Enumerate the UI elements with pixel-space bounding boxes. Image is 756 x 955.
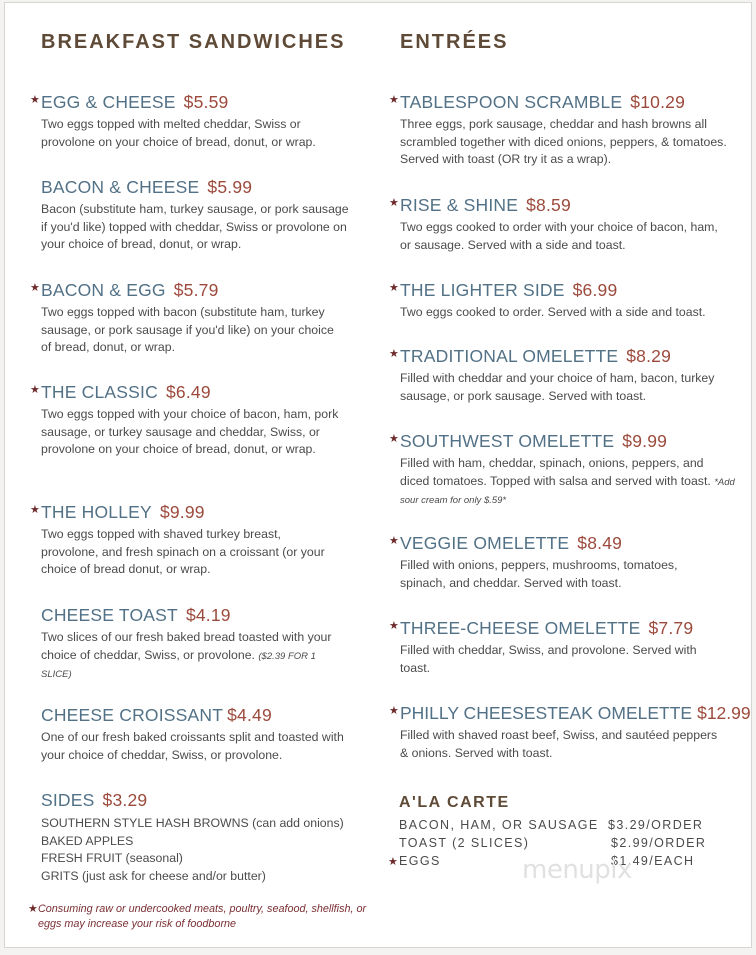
item-description: Two eggs topped with bacon (substitute ham, turkey sausage, or pork sausage if you'd like) on your choice of bread, donut, or wrap. — [41, 305, 334, 354]
star-icon: ★ — [389, 535, 399, 547]
alacarte-row — [399, 836, 707, 850]
menu-item — [389, 194, 722, 254]
star-icon: ★ — [388, 856, 400, 868]
star-icon: ★ — [30, 384, 40, 396]
item-description: Two eggs cooked to order. Served with a side and toast. — [400, 305, 706, 319]
side-item: GRITS (just ask for cheese and/or butter) — [41, 868, 266, 883]
star-icon: ★ — [28, 903, 38, 915]
item-title: THE CLASSIC — [41, 382, 158, 402]
star-icon: ★ — [30, 282, 40, 294]
item-note: ($2.39 FOR 1 SLICE) — [41, 650, 316, 680]
breakfast-sandwiches-heading: BREAKFAST SANDWICHES — [41, 31, 346, 53]
alacarte-row — [388, 854, 695, 868]
star-icon: ★ — [30, 94, 40, 106]
item-title: CHEESE TOAST — [41, 605, 178, 625]
item-description: Two eggs cooked to order with your choice of bacon, ham, or sausage. Served with a side and toast. — [400, 220, 718, 252]
item-price: $4.49 — [227, 705, 272, 725]
alacarte-label: EGGS — [399, 854, 441, 868]
item-note: *Add sour cream for only $.59* — [400, 476, 735, 506]
item-price: $6.49 — [165, 382, 211, 402]
menu-item — [389, 345, 718, 405]
menu-item — [389, 91, 730, 169]
food-safety-disclaimer — [28, 902, 368, 932]
star-icon: ★ — [389, 705, 399, 717]
star-icon: ★ — [389, 620, 399, 632]
item-title: THE HOLLEY — [41, 502, 152, 522]
item-price: $9.99 — [159, 502, 205, 522]
item-description: Two eggs topped with shaved turkey breast, provolone, and fresh spinach on a croissant (or your choice of bread donut, or wrap. — [41, 527, 325, 576]
alacarte-label: BACON, HAM, OR SAUSAGE — [399, 818, 599, 832]
item-price: $12.99 — [697, 703, 751, 723]
item-price: $9.99 — [622, 431, 668, 451]
item-price: $5.59 — [183, 92, 229, 112]
menu-item — [389, 532, 722, 592]
star-icon: ★ — [389, 282, 399, 294]
star-icon: ★ — [30, 504, 40, 516]
menu-item — [41, 704, 356, 764]
entrees-heading: ENTRÉES — [400, 31, 509, 53]
item-title: BACON & CHEESE — [41, 177, 200, 197]
sides-section — [41, 789, 361, 885]
item-title: BACON & EGG — [41, 280, 166, 300]
side-item: BAKED APPLES — [41, 833, 134, 848]
item-price: $8.59 — [526, 195, 571, 215]
alacarte-price: $1.49/EACH — [611, 854, 695, 868]
item-description: Filled with shaved roast beef, Swiss, and sautéed peppers & onions. Served with toast. — [400, 728, 718, 760]
side-item: SOUTHERN STYLE HASH BROWNS (can add onions) — [41, 816, 344, 830]
item-price: $5.79 — [173, 280, 219, 300]
item-price: $4.19 — [185, 605, 231, 625]
menu-item — [41, 604, 346, 684]
star-icon: ★ — [389, 94, 399, 106]
item-title: TRADITIONAL OMELETTE — [400, 346, 619, 366]
item-title: RISE & SHINE — [400, 195, 519, 215]
item-description: Filled with ham, cheddar, spinach, onions, peppers, and diced tomatoes. Topped with salsa and served with toast. — [400, 456, 711, 488]
menu-item — [389, 430, 735, 510]
sides-title: SIDES — [41, 790, 95, 810]
star-icon: ★ — [389, 348, 399, 360]
alacarte-heading: A'LA CARTE — [399, 794, 510, 811]
item-title: THREE-CHEESE OMELETTE — [400, 618, 641, 638]
item-title: PHILLY CHEESESTEAK OMELETTE — [400, 703, 693, 723]
alacarte-label: TOAST (2 SLICES) — [399, 836, 530, 850]
item-title: SOUTHWEST OMELETTE — [400, 431, 615, 451]
item-title: TABLESPOON SCRAMBLE — [400, 92, 623, 112]
menu-item — [30, 279, 341, 357]
menu-item — [389, 617, 730, 677]
item-description: Three eggs, pork sausage, cheddar and hash browns all scrambled together with diced onions, peppers, & tomatoes. Served with toast (OR try it as a wrap). — [400, 117, 727, 166]
item-description: One of our fresh baked croissants split and toasted with your choice of cheddar, Swiss, or provolone. — [41, 730, 344, 762]
star-icon: ★ — [389, 433, 399, 445]
menu-item — [30, 501, 341, 579]
menu-item — [389, 279, 740, 322]
menupix-watermark: menupix — [522, 855, 632, 885]
item-price: $10.29 — [630, 92, 686, 112]
item-price: $6.99 — [572, 280, 618, 300]
item-price: $8.29 — [626, 346, 672, 366]
item-description: Filled with cheddar and your choice of ham, bacon, turkey sausage, or pork sausage. Served with toast. — [400, 371, 715, 403]
item-description: Filled with cheddar, Swiss, and provolone. Served with toast. — [400, 643, 697, 675]
item-description: Two slices of our fresh baked bread toasted with your choice of cheddar, Swiss, or provolone. — [41, 630, 332, 662]
alacarte-price: $3.29/ORDER — [608, 818, 704, 832]
item-price: $5.99 — [207, 177, 253, 197]
menu-item — [41, 176, 351, 254]
item-description: Filled with onions, peppers, mushrooms, tomatoes, spinach, and cheddar. Served with toast. — [400, 558, 678, 590]
alacarte-price: $2.99/ORDER — [611, 836, 707, 850]
item-title: EGG & CHEESE — [41, 92, 176, 112]
item-description: Two eggs topped with your choice of bacon, ham, pork sausage, or turkey sausage and cheddar, Swiss, or provolone on your choice of bread, donut, or wrap. — [41, 407, 339, 456]
item-description: Two eggs topped with melted cheddar, Swiss or provolone on your choice of bread, donut, or wrap. — [41, 117, 316, 149]
item-title: CHEESE CROISSANT — [41, 705, 224, 725]
menu-item — [30, 91, 356, 151]
item-price: $8.49 — [577, 533, 623, 553]
menu-item — [389, 702, 751, 762]
item-price: $7.79 — [648, 618, 694, 638]
sides-price: $3.29 — [102, 790, 148, 810]
item-title: VEGGIE OMELETTE — [400, 533, 570, 553]
menu-item — [30, 381, 353, 459]
star-icon: ★ — [389, 197, 399, 209]
disclaimer-text: Consuming raw or undercooked meats, poultry, seafood, shellfish, or eggs may increase your risk of foodborne — [38, 903, 367, 930]
item-description: Bacon (substitute ham, turkey sausage, or pork sausage if you'd like) topped with cheddar, Swiss or provolone on your choice of bread, donut, or wrap. — [41, 202, 349, 251]
alacarte-row — [399, 818, 704, 832]
side-item: FRESH FRUIT (seasonal) — [41, 851, 183, 865]
item-title: THE LIGHTER SIDE — [400, 280, 565, 300]
